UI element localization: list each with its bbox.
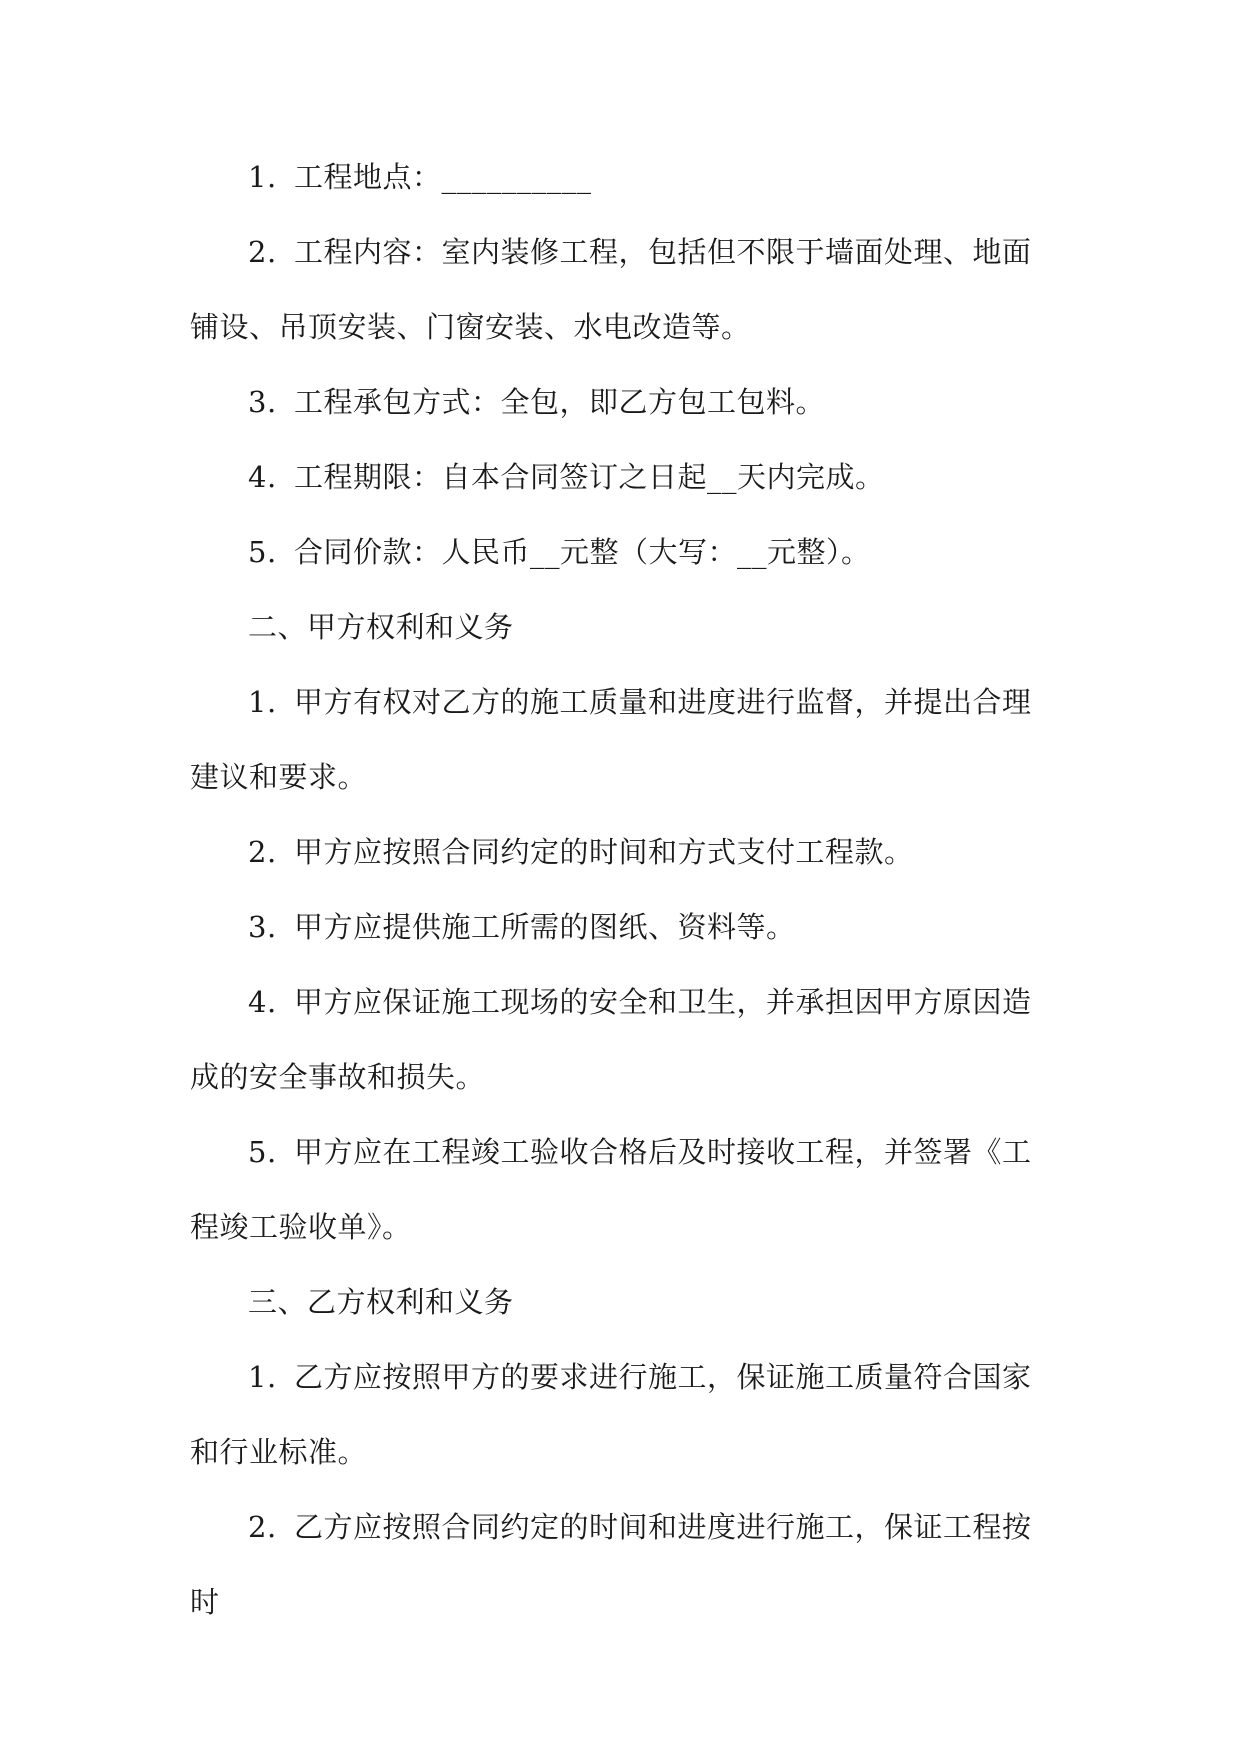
clause-paragraph <box>190 1115 1055 1265</box>
section-heading <box>190 1265 1055 1340</box>
clause-paragraph <box>190 515 1055 590</box>
section-heading <box>190 590 1055 665</box>
clause-paragraph <box>190 815 1055 890</box>
clause-text: 甲方应提供施工所需的图纸、资料等。 <box>294 910 796 944</box>
clause-paragraph <box>190 965 1055 1115</box>
clause-number: 1. <box>248 685 277 719</box>
clause-text: 乙方应按照合同约定的时间和进度进行施工，保证工程按时 <box>190 1510 1032 1619</box>
clause-number: 3. <box>248 910 277 944</box>
clause-paragraph <box>190 440 1055 515</box>
clause-number: 5. <box>248 535 277 569</box>
clause-text: 工程期限：自本合同签订之日起__天内完成。 <box>294 460 885 494</box>
clause-number: 2. <box>248 1510 277 1544</box>
clause-text: 工程承包方式：全包，即乙方包工包料。 <box>294 385 826 419</box>
document-body <box>190 140 1055 1640</box>
clause-text: 乙方应按照甲方的要求进行施工，保证施工质量符合国家和行业标准。 <box>190 1360 1032 1469</box>
clause-number: 2. <box>248 835 277 869</box>
clause-number: 4. <box>248 985 277 1019</box>
clause-number: 1. <box>248 160 277 194</box>
clause-text: 合同价款：人民币__元整（大写：__元整）。 <box>294 535 871 569</box>
clause-paragraph <box>190 890 1055 965</box>
clause-number: 3. <box>248 385 277 419</box>
clause-number: 5. <box>248 1135 277 1169</box>
clause-text: 甲方应保证施工现场的安全和卫生，并承担因甲方原因造成的安全事故和损失。 <box>190 985 1032 1094</box>
clause-text: 工程地点：__________ <box>294 160 592 194</box>
clause-paragraph <box>190 140 1055 215</box>
clause-number: 4. <box>248 460 277 494</box>
clause-paragraph <box>190 1490 1055 1640</box>
clause-text: 甲方应按照合同约定的时间和方式支付工程款。 <box>294 835 914 869</box>
clause-paragraph <box>190 1340 1055 1490</box>
clause-paragraph <box>190 215 1055 365</box>
clause-text: 工程内容：室内装修工程，包括但不限于墙面处理、地面铺设、吊顶安装、门窗安装、水电改造等。 <box>190 235 1032 344</box>
section-heading-text: 三、乙方权利和义务 <box>248 1285 514 1319</box>
clause-number: 2. <box>248 235 277 269</box>
clause-paragraph <box>190 665 1055 815</box>
section-heading-text: 二、甲方权利和义务 <box>248 610 514 644</box>
clause-text: 甲方应在工程竣工验收合格后及时接收工程，并签署《工程竣工验收单》。 <box>190 1135 1032 1244</box>
clause-text: 甲方有权对乙方的施工质量和进度进行监督，并提出合理建议和要求。 <box>190 685 1032 794</box>
clause-paragraph <box>190 365 1055 440</box>
clause-number: 1. <box>248 1360 277 1394</box>
